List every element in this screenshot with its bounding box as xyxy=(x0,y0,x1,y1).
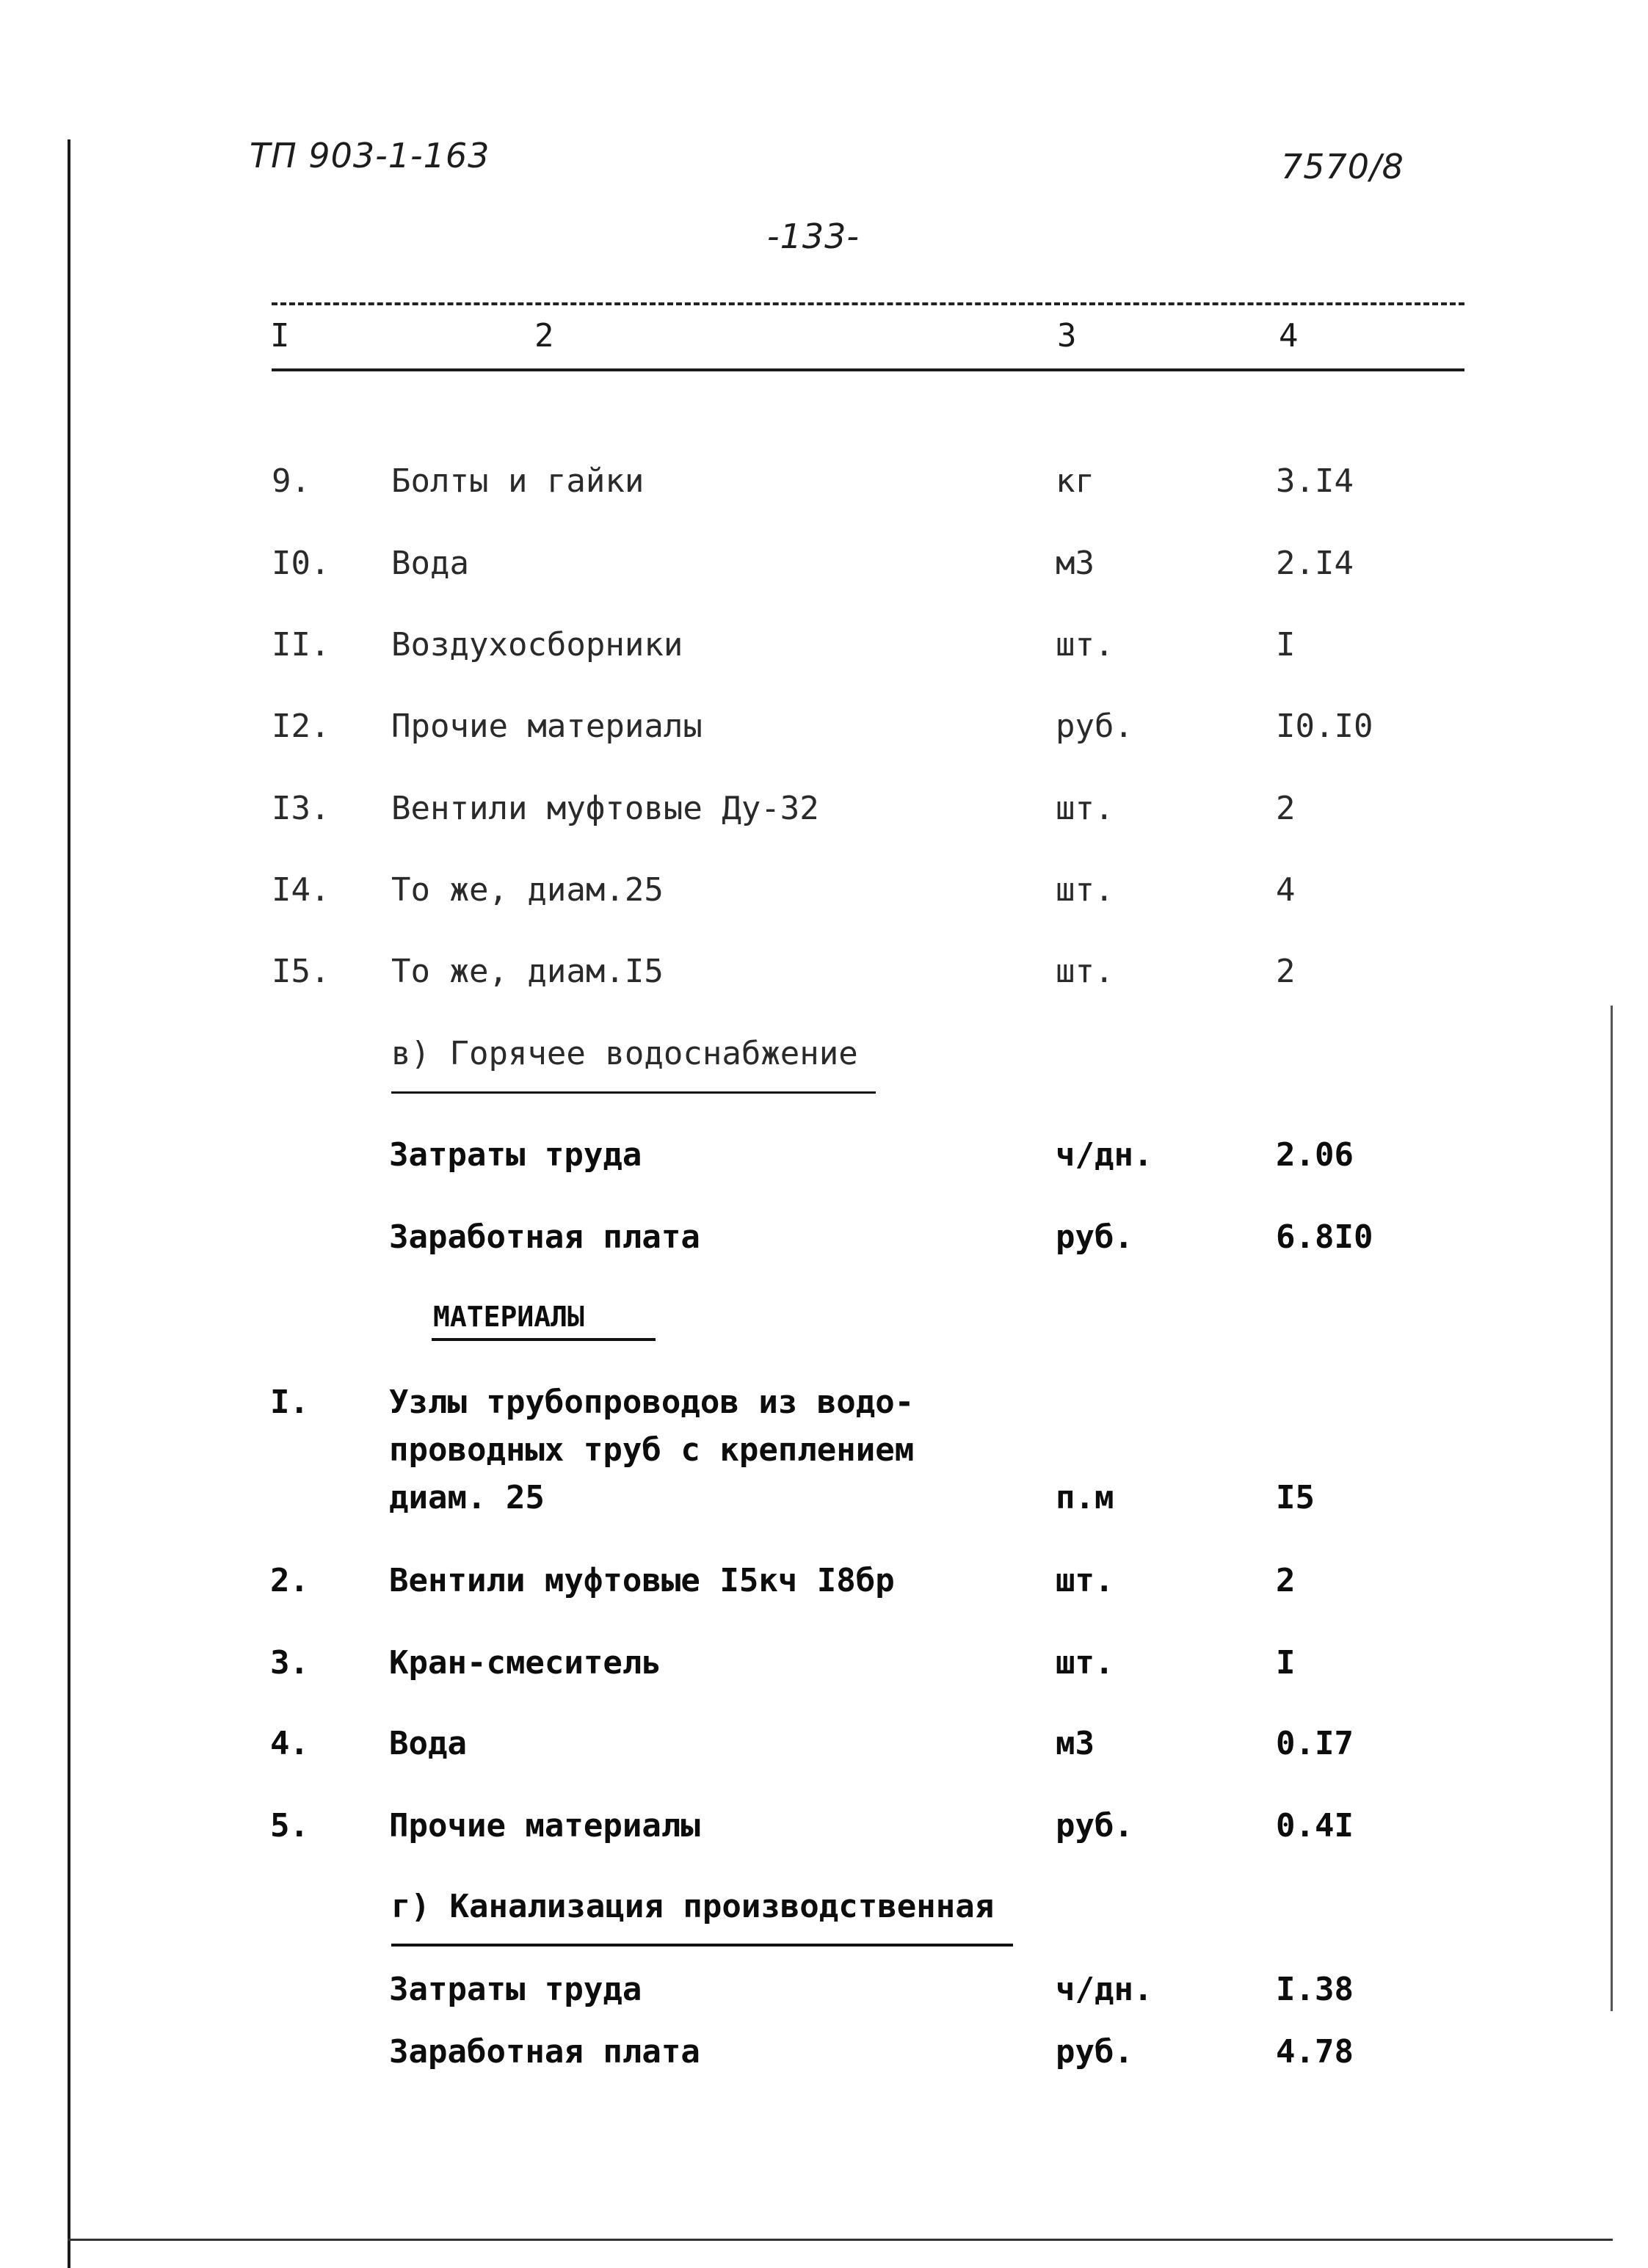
material-qty: 2 xyxy=(1276,1562,1296,1599)
wages-unit: руб. xyxy=(1056,2033,1133,2071)
wages-label: Заработная плата xyxy=(389,2033,700,2071)
row-qty: 2 xyxy=(1276,953,1296,990)
row-number: I2. xyxy=(272,708,330,745)
labor-label: Затраты труда xyxy=(389,1971,642,2008)
row-unit: кг xyxy=(1056,462,1095,500)
material-name-line: проводных труб с креплением xyxy=(389,1431,915,1469)
material-number: I. xyxy=(270,1384,309,1421)
column-header-2: 2 xyxy=(534,317,554,355)
labor-unit: ч/дн. xyxy=(1056,1136,1153,1174)
material-name-line: диам. 25 xyxy=(389,1479,545,1516)
row-unit: м3 xyxy=(1056,545,1095,582)
section-heading: в) Горячее водоснабжение xyxy=(391,1035,858,1072)
row-name: То же, диам.25 xyxy=(391,871,664,909)
section-heading-underline xyxy=(391,1944,1013,1947)
row-qty: 3.I4 xyxy=(1276,462,1354,500)
wages-unit: руб. xyxy=(1056,1218,1133,1256)
material-number: 4. xyxy=(270,1725,309,1762)
row-name: Вода xyxy=(391,545,469,582)
row-name: Вентили муфтовые Ду-32 xyxy=(391,790,819,827)
header-dashed-rule xyxy=(272,302,1464,305)
header-solid-rule xyxy=(272,368,1464,371)
row-name: Воздухосборники xyxy=(391,626,683,664)
row-name: То же, диам.I5 xyxy=(391,953,664,990)
material-unit: шт. xyxy=(1056,1644,1114,1682)
column-header-4: 4 xyxy=(1279,317,1299,355)
materials-heading-underline xyxy=(432,1338,656,1341)
material-number: 3. xyxy=(270,1644,309,1682)
labor-label: Затраты труда xyxy=(389,1136,642,1174)
row-name: Болты и гайки xyxy=(391,462,645,500)
row-qty: I xyxy=(1276,626,1296,664)
labor-value: 2.06 xyxy=(1276,1136,1354,1174)
material-unit: м3 xyxy=(1056,1725,1095,1762)
column-header-3: 3 xyxy=(1057,317,1077,355)
document-code: ТП 903-1-163 xyxy=(250,136,490,175)
row-unit: шт. xyxy=(1056,953,1114,990)
material-qty: I5 xyxy=(1276,1479,1315,1516)
row-qty: 2 xyxy=(1276,790,1296,827)
material-name: Кран-смеситель xyxy=(389,1644,661,1682)
row-unit: шт. xyxy=(1056,871,1114,909)
column-header-1: I xyxy=(270,317,290,355)
material-name: Прочие материалы xyxy=(389,1807,700,1844)
material-name: Вода xyxy=(389,1725,467,1762)
row-number: I0. xyxy=(272,545,330,582)
material-number: 2. xyxy=(270,1562,309,1599)
labor-value: I.38 xyxy=(1276,1971,1354,2008)
row-number: I3. xyxy=(272,790,330,827)
row-number: I5. xyxy=(272,953,330,990)
section-heading-underline xyxy=(391,1091,876,1094)
bottom-frame-line xyxy=(68,2239,1613,2241)
material-unit: руб. xyxy=(1056,1807,1133,1844)
row-unit: шт. xyxy=(1056,626,1114,664)
labor-unit: ч/дн. xyxy=(1056,1971,1153,2008)
section-heading: г) Канализация производственная xyxy=(391,1888,995,1925)
materials-heading: МАТЕРИАЛЫ xyxy=(433,1301,584,1333)
row-number: I4. xyxy=(272,871,330,909)
material-unit: п.м xyxy=(1056,1479,1114,1516)
sheet-reference: 7570/8 xyxy=(1281,147,1404,186)
row-qty: 4 xyxy=(1276,871,1296,909)
material-qty: 0.I7 xyxy=(1276,1725,1354,1762)
material-number: 5. xyxy=(270,1807,309,1844)
row-name: Прочие материалы xyxy=(391,708,703,745)
row-number: II. xyxy=(272,626,330,664)
material-name-line: Узлы трубопроводов из водо- xyxy=(389,1384,915,1421)
wages-value: 4.78 xyxy=(1276,2033,1354,2071)
wages-value: 6.8I0 xyxy=(1276,1218,1373,1256)
material-unit: шт. xyxy=(1056,1562,1114,1599)
material-qty: 0.4I xyxy=(1276,1807,1354,1844)
row-qty: I0.I0 xyxy=(1276,708,1373,745)
right-margin-line xyxy=(1611,1006,1613,2011)
row-unit: шт. xyxy=(1056,790,1114,827)
row-qty: 2.I4 xyxy=(1276,545,1354,582)
page-number: -133- xyxy=(767,217,860,256)
left-margin-line xyxy=(68,139,70,2268)
material-qty: I xyxy=(1276,1644,1296,1682)
row-number: 9. xyxy=(272,462,311,500)
row-unit: руб. xyxy=(1056,708,1133,745)
wages-label: Заработная плата xyxy=(389,1218,700,1256)
material-name: Вентили муфтовые I5кч I8бр xyxy=(389,1562,895,1599)
